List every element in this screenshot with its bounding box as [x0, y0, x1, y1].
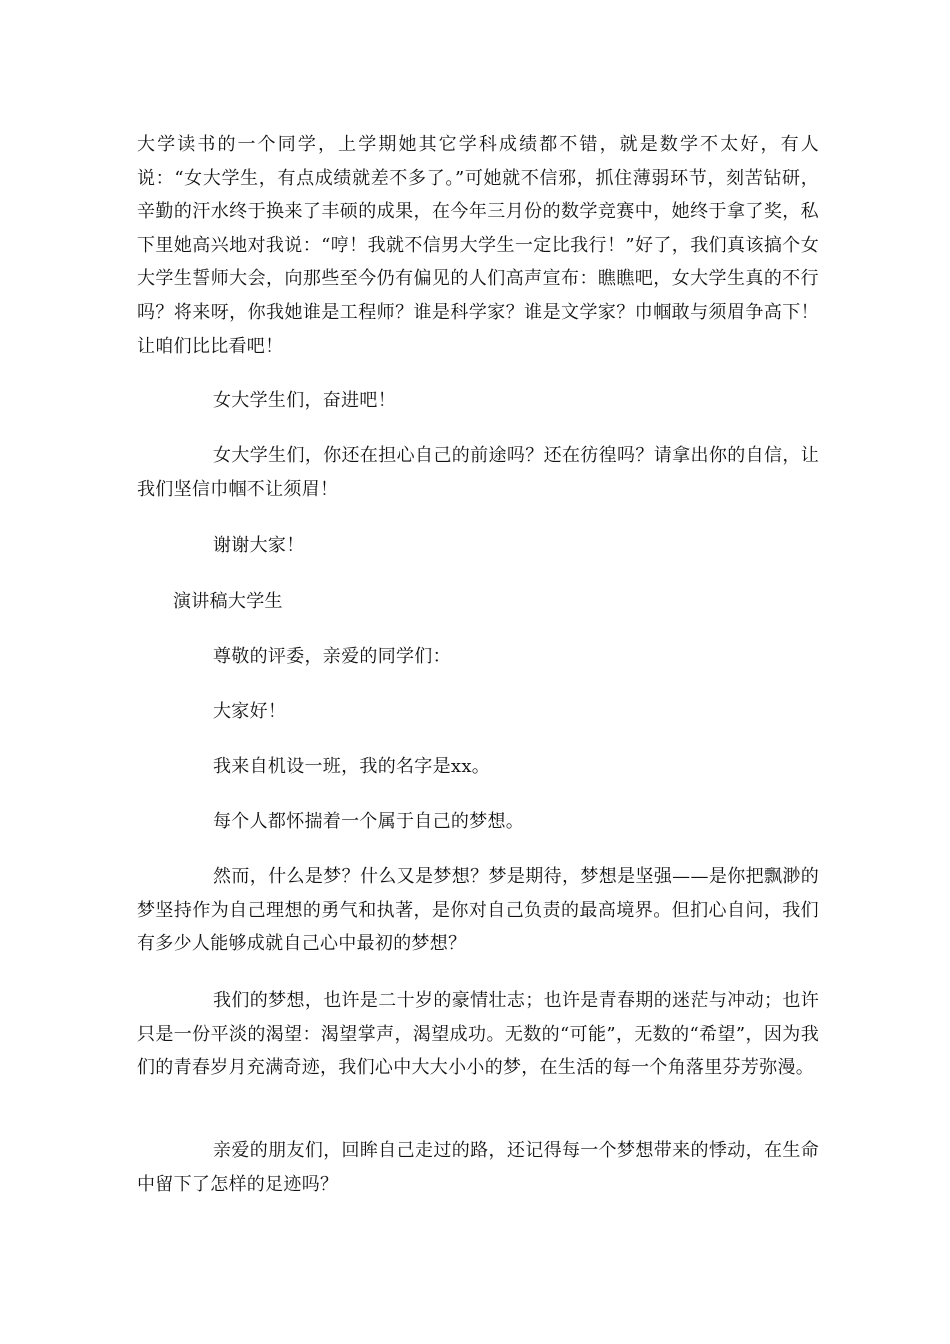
paragraph-what-is-dream: 然而，什么是梦？什么又是梦想？梦是期待，梦想是坚强——是你把飘渺的梦坚持作为自己理想的勇气和执著，是你对自己负责的最高境界。但扪心自问，我们有多少人能够成就自己心中最初的梦想？: [137, 866, 819, 955]
paragraph-introduction: 我来自机设一班，我的名字是xx。: [213, 756, 491, 777]
paragraph-salutation: 尊敬的评委，亲爱的同学们：: [213, 646, 451, 667]
paragraph-thanks: 谢谢大家！: [213, 535, 305, 556]
paragraph-greeting: 大家好！: [213, 701, 287, 722]
paragraph-look-back: 亲爱的朋友们，回眸自己走过的路，还记得每一个梦想带来的悸动，在生命中留下了怎样的足迹吗？: [137, 1140, 819, 1195]
paragraph-our-dreams: 我们的梦想，也许是二十岁的豪情壮志；也许是青春期的迷茫与冲动；也许只是一份平淡的渴望：渴望掌声，渴望成功。无数的“可能”，无数的“希望”，因为我们的青春岁月充满奇迹，我们心中大大小小的梦，在生活的每一个角落里芬芳弥漫。: [137, 990, 819, 1079]
paragraph-female-student-story: 大学读书的一个同学，上学期她其它学科成绩都不错，就是数学不太好，有人说：“女大学生，有点成绩就差不多了。”可她就不信邪，抓住薄弱环节，刻苦钻研，辛勤的汗水终于换来了丰硕的成果，在今年三月份的数学竞赛中，她终于拿了奖，私下里她高兴地对我说：“哼！我就不信男大学生一定比我行！”好了，我们真该搞个女大学生誓师大会，向那些至今仍有偏见的人们高声宣布：瞧瞧吧，女大学生真的不行吗？将来呀，你我她谁是工程师？谁是科学家？谁是文学家？巾帼敢与须眉争高下！让咱们比比看吧！: [137, 134, 819, 357]
paragraph-strive-forward: 女大学生们，奋进吧！: [213, 390, 396, 411]
paragraph-dream-intro: 每个人都怀揣着一个属于自己的梦想。: [213, 811, 525, 832]
section-title: 演讲稿大学生: [173, 591, 283, 612]
paragraph-confidence: 女大学生们，你还在担心自己的前途吗？还在彷徨吗？请拿出你的自信，让我们坚信巾帼不让须眉！: [137, 445, 819, 500]
